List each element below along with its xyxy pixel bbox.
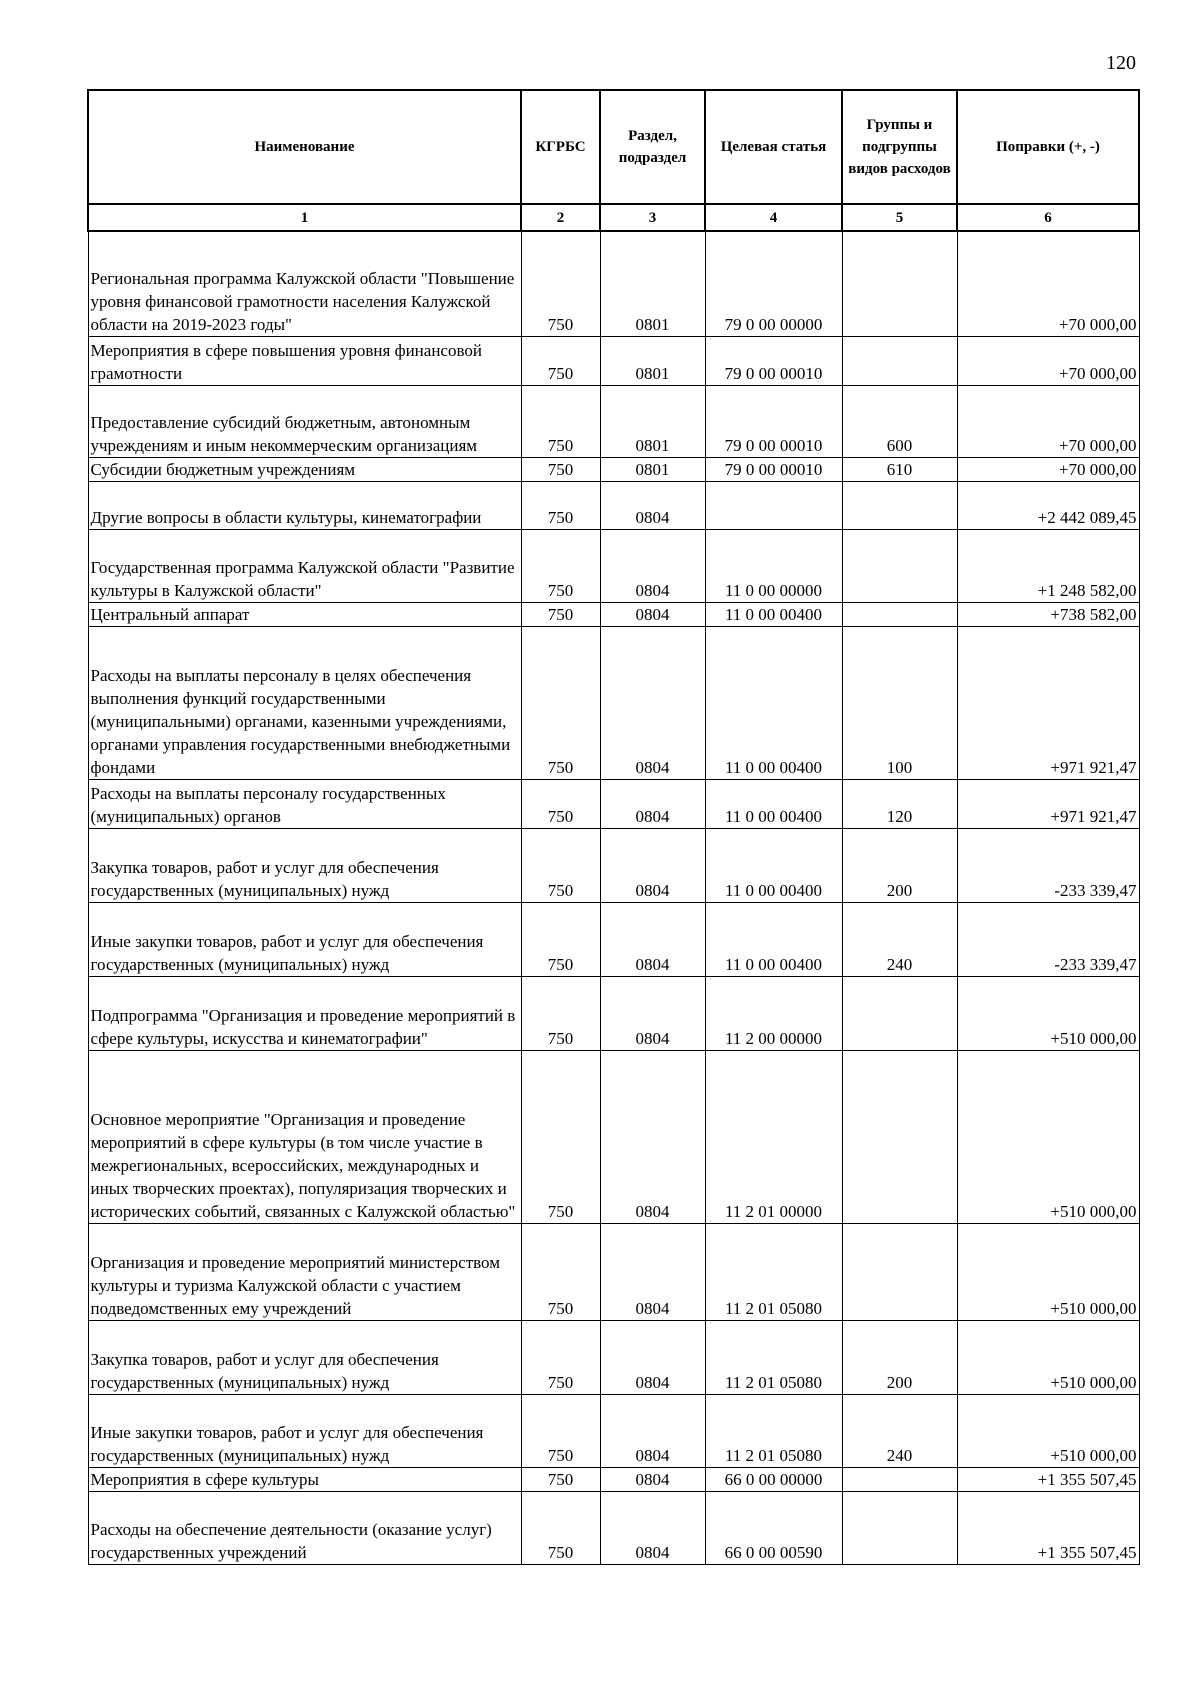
row-amount: +971 921,47 bbox=[957, 626, 1139, 779]
table-row bbox=[88, 336, 1139, 385]
column-index: 5 bbox=[842, 204, 957, 231]
row-celevaya: 11 0 00 00400 bbox=[705, 902, 842, 976]
row-amount: +1 355 507,45 bbox=[957, 1467, 1139, 1491]
row-name: Организация и проведение мероприятий министерством культуры и туризма Калужской области с участием подведомственных ему учреждений bbox=[88, 1223, 521, 1320]
table-row bbox=[88, 779, 1139, 828]
row-celevaya: 79 0 00 00000 bbox=[705, 231, 842, 336]
row-celevaya: 11 2 01 00000 bbox=[705, 1050, 842, 1223]
row-celevaya: 11 2 01 05080 bbox=[705, 1223, 842, 1320]
table-row bbox=[88, 626, 1139, 779]
row-razdel: 0804 bbox=[600, 779, 705, 828]
row-razdel: 0804 bbox=[600, 1050, 705, 1223]
row-kgrbs: 750 bbox=[521, 529, 600, 602]
table-row bbox=[88, 1050, 1139, 1223]
table-row bbox=[88, 529, 1139, 602]
row-celevaya: 79 0 00 00010 bbox=[705, 385, 842, 457]
row-razdel: 0804 bbox=[600, 976, 705, 1050]
column-header-kgrbs: КГРБС bbox=[521, 90, 600, 204]
row-name: Региональная программа Калужской области "Повышение уровня финансовой грамотности населения Калужской области на 2019-2023 годы" bbox=[88, 231, 521, 336]
row-amount: +70 000,00 bbox=[957, 457, 1139, 481]
column-index: 4 bbox=[705, 204, 842, 231]
table-row bbox=[88, 1320, 1139, 1394]
row-celevaya: 11 2 01 05080 bbox=[705, 1394, 842, 1467]
page-number: 120 bbox=[1106, 52, 1136, 74]
row-kgrbs: 750 bbox=[521, 1394, 600, 1467]
row-razdel: 0804 bbox=[600, 1394, 705, 1467]
row-kgrbs: 750 bbox=[521, 1320, 600, 1394]
row-vidy bbox=[842, 231, 957, 336]
column-index: 2 bbox=[521, 204, 600, 231]
row-name: Закупка товаров, работ и услуг для обеспечения государственных (муниципальных) нужд bbox=[88, 1320, 521, 1394]
table-row bbox=[88, 385, 1139, 457]
row-razdel: 0804 bbox=[600, 1320, 705, 1394]
table-row bbox=[88, 602, 1139, 626]
row-celevaya: 11 0 00 00000 bbox=[705, 529, 842, 602]
row-amount: +510 000,00 bbox=[957, 1320, 1139, 1394]
row-kgrbs: 750 bbox=[521, 602, 600, 626]
row-name: Иные закупки товаров, работ и услуг для обеспечения государственных (муниципальных) нужд bbox=[88, 902, 521, 976]
row-amount: +738 582,00 bbox=[957, 602, 1139, 626]
column-index: 1 bbox=[88, 204, 521, 231]
row-razdel: 0804 bbox=[600, 828, 705, 902]
row-razdel: 0804 bbox=[600, 602, 705, 626]
row-kgrbs: 750 bbox=[521, 457, 600, 481]
row-name: Мероприятия в сфере культуры bbox=[88, 1467, 521, 1491]
column-index: 3 bbox=[600, 204, 705, 231]
row-vidy bbox=[842, 336, 957, 385]
column-index: 6 bbox=[957, 204, 1139, 231]
row-kgrbs: 750 bbox=[521, 1491, 600, 1564]
table-row bbox=[88, 231, 1139, 336]
table-row bbox=[88, 457, 1139, 481]
table-row bbox=[88, 1394, 1139, 1467]
row-amount: -233 339,47 bbox=[957, 902, 1139, 976]
row-amount: +510 000,00 bbox=[957, 1394, 1139, 1467]
row-kgrbs: 750 bbox=[521, 1050, 600, 1223]
row-kgrbs: 750 bbox=[521, 336, 600, 385]
row-vidy: 200 bbox=[842, 828, 957, 902]
column-header-amount: Поправки (+, -) bbox=[957, 90, 1139, 204]
row-vidy: 100 bbox=[842, 626, 957, 779]
table-row bbox=[88, 481, 1139, 529]
row-celevaya: 79 0 00 00010 bbox=[705, 336, 842, 385]
row-celevaya: 79 0 00 00010 bbox=[705, 457, 842, 481]
row-amount: -233 339,47 bbox=[957, 828, 1139, 902]
row-vidy: 120 bbox=[842, 779, 957, 828]
row-vidy: 240 bbox=[842, 1394, 957, 1467]
budget-amendments-table bbox=[87, 89, 1140, 1565]
row-kgrbs: 750 bbox=[521, 385, 600, 457]
row-vidy bbox=[842, 529, 957, 602]
row-amount: +70 000,00 bbox=[957, 385, 1139, 457]
table-row bbox=[88, 1491, 1139, 1564]
row-vidy bbox=[842, 976, 957, 1050]
row-kgrbs: 750 bbox=[521, 1467, 600, 1491]
column-header-name: Наименование bbox=[88, 90, 521, 204]
row-vidy bbox=[842, 1467, 957, 1491]
row-amount: +510 000,00 bbox=[957, 1050, 1139, 1223]
row-vidy bbox=[842, 602, 957, 626]
row-amount: +70 000,00 bbox=[957, 231, 1139, 336]
row-kgrbs: 750 bbox=[521, 231, 600, 336]
row-kgrbs: 750 bbox=[521, 779, 600, 828]
row-vidy: 240 bbox=[842, 902, 957, 976]
column-header-razdel: Раздел, подраздел bbox=[600, 90, 705, 204]
row-amount: +70 000,00 bbox=[957, 336, 1139, 385]
row-razdel: 0804 bbox=[600, 481, 705, 529]
row-kgrbs: 750 bbox=[521, 626, 600, 779]
row-name: Основное мероприятие "Организация и проведение мероприятий в сфере культуры (в том числе участие в межрегиональных, всероссийских, международных и иных творческих проектах), популяризация творческих и исторических событий, связанных с Калужской областью" bbox=[88, 1050, 521, 1223]
row-razdel: 0801 bbox=[600, 231, 705, 336]
row-kgrbs: 750 bbox=[521, 828, 600, 902]
row-razdel: 0804 bbox=[600, 626, 705, 779]
row-vidy: 610 bbox=[842, 457, 957, 481]
row-name: Мероприятия в сфере повышения уровня финансовой грамотности bbox=[88, 336, 521, 385]
row-amount: +971 921,47 bbox=[957, 779, 1139, 828]
row-amount: +1 248 582,00 bbox=[957, 529, 1139, 602]
row-amount: +510 000,00 bbox=[957, 1223, 1139, 1320]
row-celevaya: 11 2 00 00000 bbox=[705, 976, 842, 1050]
column-index-row bbox=[88, 204, 1139, 231]
row-razdel: 0804 bbox=[600, 902, 705, 976]
row-razdel: 0804 bbox=[600, 1467, 705, 1491]
row-name: Закупка товаров, работ и услуг для обеспечения государственных (муниципальных) нужд bbox=[88, 828, 521, 902]
row-kgrbs: 750 bbox=[521, 902, 600, 976]
row-celevaya: 11 0 00 00400 bbox=[705, 779, 842, 828]
row-razdel: 0801 bbox=[600, 457, 705, 481]
table-row bbox=[88, 828, 1139, 902]
row-kgrbs: 750 bbox=[521, 481, 600, 529]
row-name: Предоставление субсидий бюджетным, автономным учреждениям и иным некоммерческим организациям bbox=[88, 385, 521, 457]
row-vidy bbox=[842, 481, 957, 529]
row-celevaya: 66 0 00 00000 bbox=[705, 1467, 842, 1491]
table-row bbox=[88, 976, 1139, 1050]
row-razdel: 0804 bbox=[600, 529, 705, 602]
row-name: Иные закупки товаров, работ и услуг для обеспечения государственных (муниципальных) нужд bbox=[88, 1394, 521, 1467]
row-celevaya: 66 0 00 00590 bbox=[705, 1491, 842, 1564]
row-razdel: 0801 bbox=[600, 385, 705, 457]
row-vidy bbox=[842, 1223, 957, 1320]
row-celevaya: 11 0 00 00400 bbox=[705, 828, 842, 902]
row-name: Расходы на выплаты персоналу в целях обеспечения выполнения функций государственными (муниципальными) органами, казенными учреждениями, органами управления государственными внебюджетными фондами bbox=[88, 626, 521, 779]
row-name: Центральный аппарат bbox=[88, 602, 521, 626]
row-vidy: 600 bbox=[842, 385, 957, 457]
row-celevaya: 11 0 00 00400 bbox=[705, 626, 842, 779]
row-name: Государственная программа Калужской области "Развитие культуры в Калужской области" bbox=[88, 529, 521, 602]
row-amount: +1 355 507,45 bbox=[957, 1491, 1139, 1564]
row-kgrbs: 750 bbox=[521, 976, 600, 1050]
row-razdel: 0804 bbox=[600, 1491, 705, 1564]
table-row bbox=[88, 902, 1139, 976]
table-header-row bbox=[88, 90, 1139, 204]
table-row bbox=[88, 1223, 1139, 1320]
row-celevaya: 11 0 00 00400 bbox=[705, 602, 842, 626]
table-row bbox=[88, 1467, 1139, 1491]
column-header-vidy: Группы и подгруппы видов расходов bbox=[842, 90, 957, 204]
row-amount: +2 442 089,45 bbox=[957, 481, 1139, 529]
row-name: Подпрограмма "Организация и проведение мероприятий в сфере культуры, искусства и кинематографии" bbox=[88, 976, 521, 1050]
row-name: Субсидии бюджетным учреждениям bbox=[88, 457, 521, 481]
row-name: Расходы на выплаты персоналу государственных (муниципальных) органов bbox=[88, 779, 521, 828]
row-name: Другие вопросы в области культуры, кинематографии bbox=[88, 481, 521, 529]
row-kgrbs: 750 bbox=[521, 1223, 600, 1320]
row-razdel: 0801 bbox=[600, 336, 705, 385]
row-celevaya bbox=[705, 481, 842, 529]
row-amount: +510 000,00 bbox=[957, 976, 1139, 1050]
row-celevaya: 11 2 01 05080 bbox=[705, 1320, 842, 1394]
row-name: Расходы на обеспечение деятельности (оказание услуг) государственных учреждений bbox=[88, 1491, 521, 1564]
row-razdel: 0804 bbox=[600, 1223, 705, 1320]
row-vidy: 200 bbox=[842, 1320, 957, 1394]
column-header-celevaya: Целевая статья bbox=[705, 90, 842, 204]
row-vidy bbox=[842, 1050, 957, 1223]
row-vidy bbox=[842, 1491, 957, 1564]
